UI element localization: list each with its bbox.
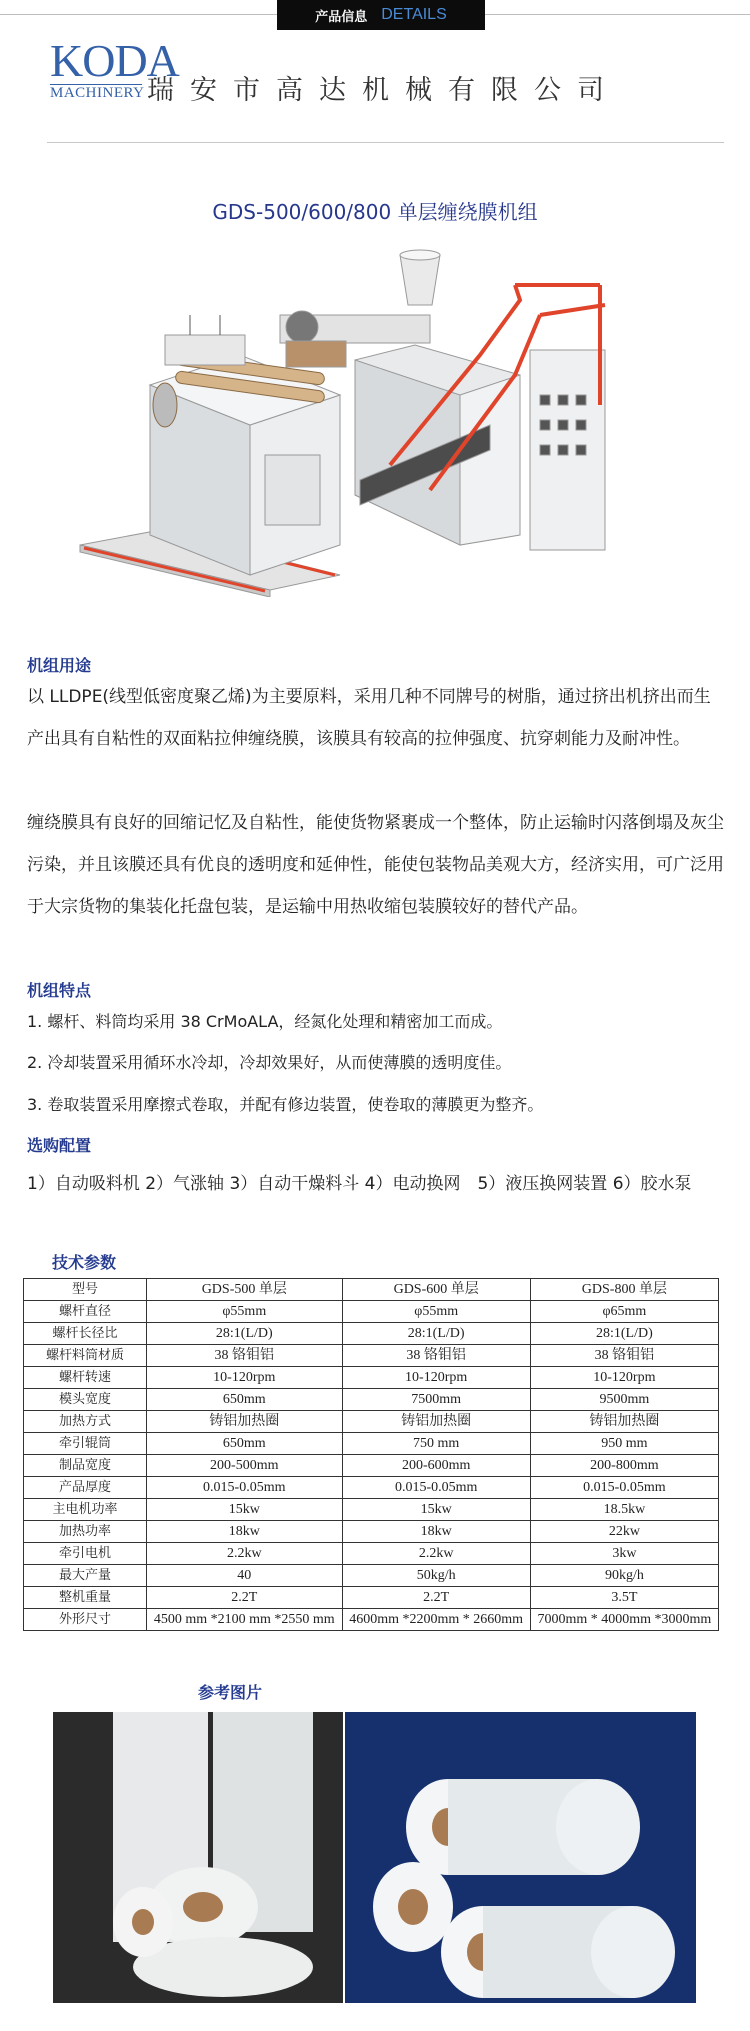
spec-cell: 2.2kw — [147, 1543, 343, 1565]
spec-cell: 2.2kw — [342, 1543, 530, 1565]
spec-label: 模头宽度 — [24, 1389, 147, 1411]
spec-cell: 2.2T — [342, 1587, 530, 1609]
spec-label: 最大产量 — [24, 1565, 147, 1587]
spec-cell: 950 mm — [530, 1433, 718, 1455]
spec-cell: 10-120rpm — [147, 1367, 343, 1389]
spec-cell: 50kg/h — [342, 1565, 530, 1587]
spec-cell: 3kw — [530, 1543, 718, 1565]
spec-cell: 200-600mm — [342, 1455, 530, 1477]
table-row — [24, 1411, 719, 1433]
spec-cell: 铸铝加热圈 — [530, 1411, 718, 1433]
spec-cell: 90kg/h — [530, 1565, 718, 1587]
spec-cell: 38 铬钼铝 — [342, 1345, 530, 1367]
spec-cell: φ65mm — [530, 1301, 718, 1323]
spec-cell: 0.015-0.05mm — [342, 1477, 530, 1499]
spec-cell: 200-500mm — [147, 1455, 343, 1477]
spec-cell: 7500mm — [342, 1389, 530, 1411]
spec-label: 牵引辊筒 — [24, 1433, 147, 1455]
spec-cell: 0.015-0.05mm — [530, 1477, 718, 1499]
features-heading: 机组特点 — [27, 981, 92, 1000]
product-title: GDS-500/600/800 单层缠绕膜机组 — [212, 200, 538, 224]
usage-paragraph-1: 以 LLDPE(线型低密度聚乙烯)为主要原料，采用几种不同牌号的树脂，通过挤出机挤出而生产出具有自粘性的双面粘拉伸缠绕膜，该膜具有较高的拉伸强度、抗穿刺能力及耐冲性。 — [27, 687, 711, 749]
spec-header-row — [24, 1279, 719, 1301]
top-bar — [0, 0, 750, 30]
logo-koda: KODA — [50, 35, 179, 86]
table-row — [24, 1433, 719, 1455]
header-divider — [47, 142, 724, 143]
spec-cell: 4600mm *2200mm * 2660mm — [342, 1609, 530, 1631]
specs-heading: 技术参数 — [52, 1253, 117, 1272]
spec-cell: 4500 mm *2100 mm *2550 mm — [147, 1609, 343, 1631]
company-name: 瑞安市高达机械有限公司 — [147, 75, 620, 106]
spec-label: 主电机功率 — [24, 1499, 147, 1521]
table-row — [24, 1543, 719, 1565]
photo-right — [345, 1712, 696, 2003]
table-row — [24, 1389, 719, 1411]
spec-label: 螺杆转速 — [24, 1367, 147, 1389]
options-heading: 选购配置 — [27, 1136, 92, 1155]
koda-logo — [50, 35, 179, 101]
table-row — [24, 1323, 719, 1345]
spec-label: 加热功率 — [24, 1521, 147, 1543]
spec-cell: 18.5kw — [530, 1499, 718, 1521]
table-row — [24, 1565, 719, 1587]
spec-cell: 7000mm * 4000mm *3000mm — [530, 1609, 718, 1631]
usage-paragraph-2: 缠绕膜具有良好的回缩记忆及自粘性，能使货物紧裹成一个整体，防止运输时闪落倒塌及灰尘污染，并且该膜还具有优良的透明度和延伸性，能使包装物品美观大方，经济实用，可广泛用于大宗货物的集装化托盘包装，是运输中用热收缩包装膜较好的替代产品。 — [27, 813, 724, 917]
machine-illustration — [70, 245, 690, 597]
details-tab-en: DETAILS — [381, 6, 447, 23]
spec-label: 外形尺寸 — [24, 1609, 147, 1631]
spec-cell: 22kw — [530, 1521, 718, 1543]
spec-cell: 0.015-0.05mm — [147, 1477, 343, 1499]
table-row — [24, 1499, 719, 1521]
spec-cell: 15kw — [147, 1499, 343, 1521]
spec-cell: 18kw — [147, 1521, 343, 1543]
table-row — [24, 1477, 719, 1499]
spec-cell: 15kw — [342, 1499, 530, 1521]
spec-label: 产品厚度 — [24, 1477, 147, 1499]
spec-table — [23, 1278, 719, 1631]
spec-cell: 3.5T — [530, 1587, 718, 1609]
spec-cell: 10-120rpm — [530, 1367, 718, 1389]
spec-cell: 28:1(L/D) — [342, 1323, 530, 1345]
spec-cell: 650mm — [147, 1433, 343, 1455]
spec-header-cell: GDS-800 单层 — [530, 1279, 718, 1301]
spec-cell: 18kw — [342, 1521, 530, 1543]
reference-heading: 参考图片 — [198, 1683, 263, 1702]
feature-item: 2. 冷却装置采用循环水冷却，冷却效果好，从而使薄膜的透明度佳。 — [27, 1053, 512, 1072]
logo-machinery: MACHINERY — [50, 85, 145, 101]
spec-cell: φ55mm — [342, 1301, 530, 1323]
table-row — [24, 1367, 719, 1389]
reference-photos — [53, 1712, 696, 2003]
spec-cell: 2.2T — [147, 1587, 343, 1609]
photo-left — [53, 1712, 343, 2003]
spec-cell: 38 铬钼铝 — [147, 1345, 343, 1367]
spec-cell: 750 mm — [342, 1433, 530, 1455]
spec-cell: 9500mm — [530, 1389, 718, 1411]
spec-label: 螺杆直径 — [24, 1301, 147, 1323]
spec-header-cell: GDS-500 单层 — [147, 1279, 343, 1301]
spec-cell: 铸铝加热圈 — [342, 1411, 530, 1433]
spec-label: 制品宽度 — [24, 1455, 147, 1477]
spec-header-cell: 型号 — [24, 1279, 147, 1301]
table-row — [24, 1609, 719, 1631]
spec-label: 牵引电机 — [24, 1543, 147, 1565]
spec-cell: 28:1(L/D) — [147, 1323, 343, 1345]
usage-heading: 机组用途 — [27, 656, 92, 675]
details-tab-cn: 产品信息 — [315, 9, 368, 25]
spec-label: 螺杆料筒材质 — [24, 1345, 147, 1367]
feature-item: 3. 卷取装置采用摩擦式卷取，并配有修边装置，使卷取的薄膜更为整齐。 — [27, 1095, 544, 1114]
spec-cell: φ55mm — [147, 1301, 343, 1323]
table-row — [24, 1587, 719, 1609]
spec-label: 螺杆长径比 — [24, 1323, 147, 1345]
spec-header-cell: GDS-600 单层 — [342, 1279, 530, 1301]
feature-item: 1. 螺杆、料筒均采用 38 CrMoALA，经氮化处理和精密加工而成。 — [27, 1012, 503, 1031]
spec-cell: 铸铝加热圈 — [147, 1411, 343, 1433]
spec-cell: 200-800mm — [530, 1455, 718, 1477]
spec-cell: 10-120rpm — [342, 1367, 530, 1389]
spec-cell: 40 — [147, 1565, 343, 1587]
control-panel — [540, 395, 586, 455]
spec-label: 加热方式 — [24, 1411, 147, 1433]
table-row — [24, 1521, 719, 1543]
spec-cell: 650mm — [147, 1389, 343, 1411]
table-row — [24, 1455, 719, 1477]
details-tab — [277, 0, 485, 30]
table-row — [24, 1301, 719, 1323]
spec-cell: 28:1(L/D) — [530, 1323, 718, 1345]
spec-cell: 38 铬钼铝 — [530, 1345, 718, 1367]
options-text: 1）自动吸料机 2）气涨轴 3）自动干燥料斗 4）电动换网 5）液压换网装置 6）胶水泵 — [27, 1174, 692, 1194]
spec-label: 整机重量 — [24, 1587, 147, 1609]
table-row — [24, 1345, 719, 1367]
